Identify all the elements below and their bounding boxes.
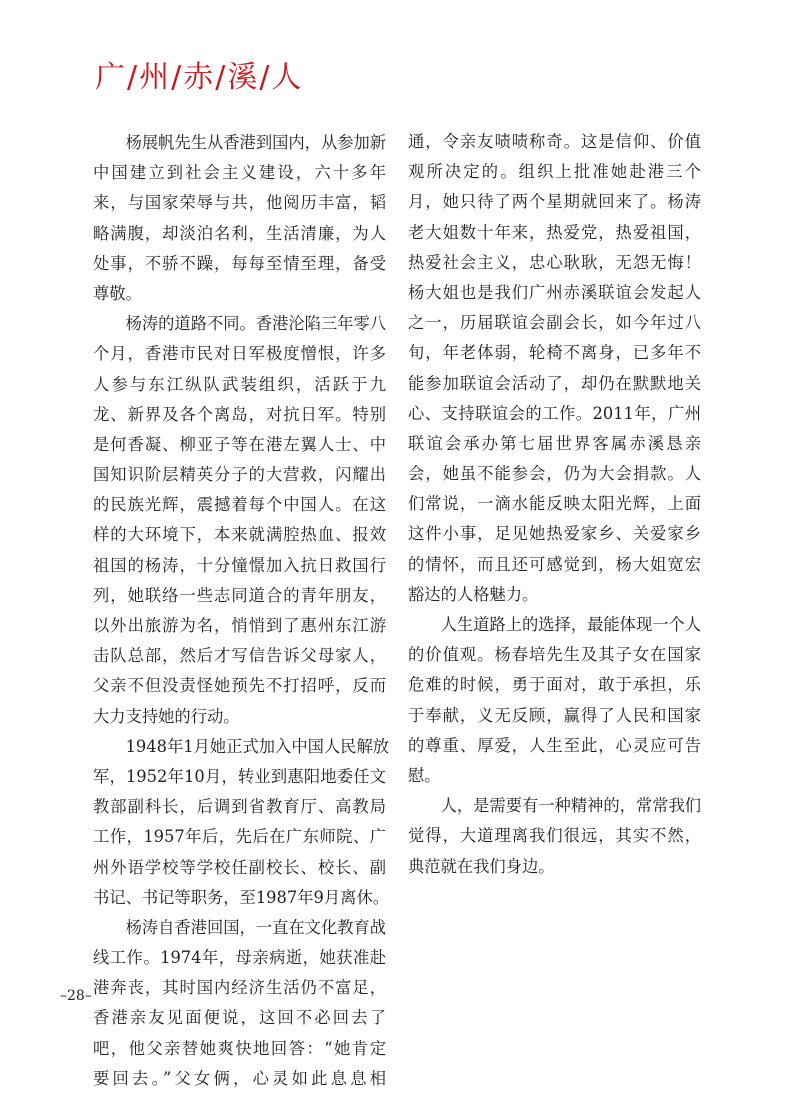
- text-column-left: [93, 128, 390, 1094]
- text-line: 个月，香港市民对日军极度憎恨，许多: [93, 344, 386, 364]
- text-line: 线工作。1974年，母亲病逝，她获准赴: [93, 948, 386, 968]
- text-line: 的尊重、厚爱，人生至此，心灵应可告: [408, 735, 701, 755]
- text-line: 军，1952年10月，转业到惠阳地委任文: [93, 766, 386, 786]
- text-line: 人参与东江纵队武装组织，活跃于九: [93, 374, 386, 394]
- text-line: 热爱社会主义，忠心耿耿，无怨无悔！: [408, 252, 701, 272]
- text-line: 杨展帆先生从香港到国内，从参加新: [93, 133, 387, 152]
- text-line: 们常说，一滴水能反映太阳光辉，上面: [408, 494, 701, 514]
- running-header: 广/州/赤/溪/人: [95, 60, 304, 95]
- text-line: 以外出旅游为名，悄悄到了惠州东江游: [93, 616, 386, 635]
- text-line: 尊敬。: [93, 283, 142, 303]
- text-line: 杨大姐也是我们广州赤溪联谊会发起人: [408, 282, 701, 302]
- text-line: 典范就在我们身边。: [408, 856, 555, 876]
- text-line: 会，她虽不能参会，仍为大会捐款。人: [408, 464, 701, 484]
- text-line: 处事，不骄不躁，每每至情至理，备受: [93, 253, 386, 273]
- text-line: 杨涛自香港回国，一直在文化教育战: [93, 917, 387, 937]
- text-line: 觉得，大道理离我们很远，其实不然，: [408, 826, 701, 846]
- text-line: 样的大环境下，本来就满腔热血、报效: [93, 525, 386, 545]
- text-line: 人生道路上的选择，最能体现一个人: [408, 615, 702, 634]
- text-line: 祖国的杨涛，十分憧憬加入抗日救国行: [93, 555, 386, 575]
- text-line: 香港亲友见面便说，这回不必回去了: [93, 1008, 386, 1028]
- text-line: 人，是需要有一种精神的，常常我们: [408, 796, 702, 816]
- text-line: 列，她联络一些志同道合的青年朋友，: [93, 585, 386, 605]
- text-line: 州外语学校等学校任副校长、校长、副: [93, 857, 386, 877]
- text-line: 大力支持她的行动。: [93, 706, 240, 726]
- text-line: 教部副科长，后调到省教育厅、高教局: [93, 797, 386, 817]
- text-line: 要回去。”父女俩，心灵如此息息相: [93, 1068, 386, 1088]
- text-line: 于奉献，义无反顾，赢得了人民和国家: [408, 705, 701, 725]
- text-line: 是何香凝、柳亚子等在港左翼人士、中: [93, 434, 386, 454]
- page-number: –28–: [60, 988, 92, 1004]
- text-line: 龙、新界及各个离岛，对抗日军。特别: [93, 404, 386, 424]
- text-line: 慰。: [408, 765, 441, 785]
- text-line: 观所决定的。组织上批准她赴港三个: [408, 162, 701, 182]
- text-line: 的情怀，而且还可感觉到，杨大姐宽宏: [408, 554, 701, 574]
- text-line: 的民族光辉，震撼着每个中国人。在这: [93, 495, 386, 515]
- text-line: 危难的时候，勇于面对，敢于承担，乐: [408, 675, 701, 695]
- text-line: 1948年1月她正式加入中国人民解放: [93, 736, 390, 756]
- text-line: 之一，历届联谊会副会长，如今年过八: [408, 313, 701, 333]
- text-line: 国知识阶层精英分子的大营救，闪耀出: [93, 465, 386, 485]
- text-line: 能参加联谊会活动了，却仍在默默地关: [408, 373, 701, 393]
- text-line: 月，她只待了两个星期就回来了。杨涛: [408, 192, 701, 212]
- text-line: 豁达的人格魅力。: [408, 584, 539, 604]
- text-line: 通，令亲友啧啧称奇。这是信仰、价值: [408, 132, 701, 151]
- text-line: 心、支持联谊会的工作。2011年，广州: [408, 403, 701, 423]
- text-line: 的价值观。杨春培先生及其子女在国家: [408, 645, 701, 665]
- text-line: 工作，1957年后，先后在广东师院、广: [93, 827, 386, 847]
- text-line: 中国建立到社会主义建设，六十多年: [93, 163, 386, 183]
- text-line: 旬，年老体弱，轮椅不离身，已多年不: [408, 343, 701, 363]
- text-line: 略满腹，却淡泊名利，生活清廉，为人: [93, 223, 386, 243]
- text-line: 来，与国家荣辱与共，他阅历丰富，韬: [93, 193, 386, 213]
- text-line: 联谊会承办第七届世界客属赤溪恳亲: [408, 433, 701, 453]
- text-line: 老大姐数十年来，热爱党，热爱祖国，: [408, 222, 701, 242]
- text-line: 吧，他父亲替她爽快地回答：“她肯定: [93, 1038, 386, 1058]
- text-column-right: [408, 127, 701, 882]
- text-line: 这件小事，足见她热爱家乡、关爱家乡: [408, 524, 701, 544]
- text-line: 父亲不但没责怪她预先不打招呼，反而: [93, 676, 386, 696]
- text-line: 杨涛的道路不同。香港沦陷三年零八: [93, 314, 387, 334]
- text-line: 书记、书记等职务，至1987年9月离休。: [93, 887, 390, 907]
- text-line: 港奔丧，其时国内经济生活仍不富足，: [93, 978, 386, 998]
- text-line: 击队总部，然后才写信告诉父母家人，: [93, 646, 386, 666]
